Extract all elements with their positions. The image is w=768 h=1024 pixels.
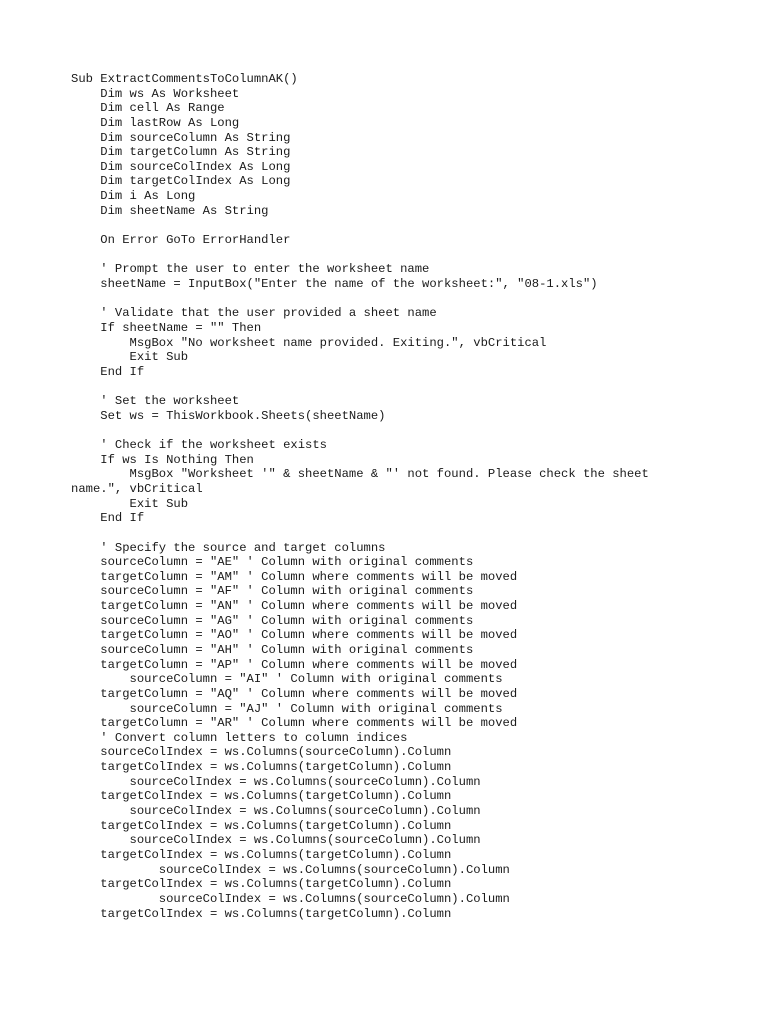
code-line: sheetName = InputBox("Enter the name of the worksheet:", "08-1.xls") bbox=[71, 276, 598, 291]
code-line: ' Convert column letters to column indices bbox=[71, 730, 408, 745]
code-line: Dim sheetName As String bbox=[71, 203, 269, 218]
code-line: sourceColumn = "AE" ' Column with original comments bbox=[71, 555, 474, 570]
code-line: targetColumn = "AQ" ' Column where comments will be moved bbox=[71, 686, 518, 701]
code-line: targetColumn = "AP" ' Column where comments will be moved bbox=[71, 657, 518, 672]
code-line: targetColIndex = ws.Columns(targetColumn).Column bbox=[71, 818, 452, 833]
code-line: sourceColIndex = ws.Columns(sourceColumn).Column bbox=[71, 862, 510, 877]
code-line: sourceColumn = "AJ" ' Column with original comments bbox=[71, 701, 503, 716]
code-line: Dim i As Long bbox=[71, 189, 196, 204]
code-line: targetColumn = "AN" ' Column where comments will be moved bbox=[71, 599, 518, 614]
code-line: Set ws = ThisWorkbook.Sheets(sheetName) bbox=[71, 408, 386, 423]
code-line: ' Check if the worksheet exists bbox=[71, 438, 327, 453]
code-line: End If bbox=[71, 511, 145, 526]
code-line: Sub ExtractCommentsToColumnAK() bbox=[71, 72, 298, 86]
code-line: targetColumn = "AO" ' Column where comments will be moved bbox=[71, 628, 518, 643]
code-line: ' Validate that the user provided a sheet name bbox=[71, 306, 437, 321]
code-line bbox=[71, 423, 711, 438]
code-line: Dim sourceColIndex As Long bbox=[71, 159, 291, 174]
code-line: targetColumn = "AM" ' Column where comments will be moved bbox=[71, 569, 518, 584]
code-line bbox=[71, 248, 711, 263]
code-line: sourceColIndex = ws.Columns(sourceColumn).Column bbox=[71, 891, 510, 906]
code-line: targetColIndex = ws.Columns(targetColumn).Column bbox=[71, 906, 452, 921]
code-line: targetColIndex = ws.Columns(targetColumn).Column bbox=[71, 877, 452, 892]
code-line: If ws Is Nothing Then bbox=[71, 452, 254, 467]
code-line: Dim targetColumn As String bbox=[71, 145, 291, 160]
code-line: MsgBox "No worksheet name provided. Exiting.", vbCritical bbox=[71, 335, 547, 350]
code-line: sourceColumn = "AG" ' Column with original comments bbox=[71, 613, 474, 628]
code-line: Exit Sub bbox=[71, 350, 189, 365]
code-line: sourceColIndex = ws.Columns(sourceColumn).Column bbox=[71, 833, 481, 848]
code-line: sourceColIndex = ws.Columns(sourceColumn).Column bbox=[71, 804, 481, 819]
code-line bbox=[71, 218, 711, 233]
code-line: Dim cell As Range bbox=[71, 101, 225, 116]
code-listing bbox=[71, 72, 711, 921]
code-line: ' Specify the source and target columns bbox=[71, 540, 386, 555]
code-line: sourceColIndex = ws.Columns(sourceColumn).Column bbox=[71, 745, 452, 760]
code-line: If sheetName = "" Then bbox=[71, 320, 262, 335]
code-line: End If bbox=[71, 364, 145, 379]
code-line: targetColIndex = ws.Columns(targetColumn).Column bbox=[71, 789, 452, 804]
code-line: Dim targetColIndex As Long bbox=[71, 174, 291, 189]
code-line: sourceColumn = "AH" ' Column with original comments bbox=[71, 642, 474, 657]
code-line: MsgBox "Worksheet '" & sheetName & "' not found. Please check the sheet bbox=[71, 467, 649, 482]
code-line: ' Prompt the user to enter the worksheet name bbox=[71, 262, 430, 277]
code-line: Dim sourceColumn As String bbox=[71, 130, 291, 145]
code-line: targetColIndex = ws.Columns(targetColumn).Column bbox=[71, 760, 452, 775]
code-line: ' Set the worksheet bbox=[71, 394, 240, 409]
code-line: targetColIndex = ws.Columns(targetColumn).Column bbox=[71, 847, 452, 862]
code-line: Dim ws As Worksheet bbox=[71, 86, 240, 101]
code-line: On Error GoTo ErrorHandler bbox=[71, 233, 291, 248]
code-line bbox=[71, 292, 711, 307]
code-line: sourceColIndex = ws.Columns(sourceColumn).Column bbox=[71, 774, 481, 789]
code-line: Dim lastRow As Long bbox=[71, 115, 240, 130]
code-line: sourceColumn = "AF" ' Column with original comments bbox=[71, 584, 474, 599]
code-line: name.", vbCritical bbox=[71, 481, 203, 496]
code-line: sourceColumn = "AI" ' Column with original comments bbox=[71, 672, 503, 687]
code-line bbox=[71, 526, 711, 541]
code-line bbox=[71, 379, 711, 394]
code-line: Exit Sub bbox=[71, 496, 189, 511]
code-line: targetColumn = "AR" ' Column where comments will be moved bbox=[71, 716, 518, 731]
